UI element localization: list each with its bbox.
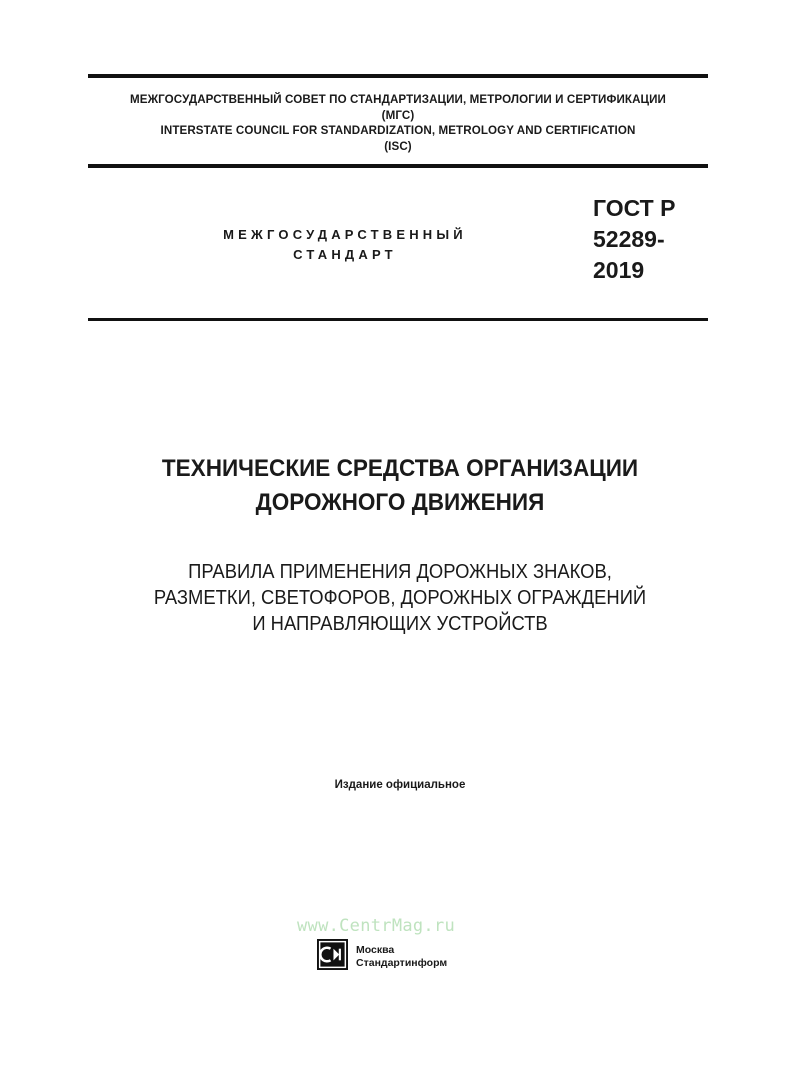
document-subtitle xyxy=(87,559,713,637)
subtitle-line2: РАЗМЕТКИ, СВЕТОФОРОВ, ДОРОЖНЫХ ОГРАЖДЕНИЙ xyxy=(153,587,647,609)
council-ru-name: МЕЖГОСУДАРСТВЕННЫЙ СОВЕТ ПО СТАНДАРТИЗАЦИИ, МЕТРОЛОГИИ И СЕРТИФИКАЦИИ xyxy=(129,93,666,106)
title-line1: ТЕХНИЧЕСКИЕ СРЕДСТВА ОРГАНИЗАЦИИ xyxy=(161,455,639,482)
standard-code-line3: 2019 xyxy=(593,257,645,283)
council-header xyxy=(88,92,708,154)
standard-code xyxy=(593,193,675,286)
standartinform-logo-icon xyxy=(317,939,348,970)
standard-type xyxy=(200,225,490,265)
subtitle-line3: И НАПРАВЛЯЮЩИХ УСТРОЙСТВ xyxy=(252,613,548,635)
council-ru-abbr: (МГС) xyxy=(381,108,415,122)
subtitle-line1: ПРАВИЛА ПРИМЕНЕНИЯ ДОРОЖНЫХ ЗНАКОВ, xyxy=(188,561,612,583)
edition-note: Издание официальное xyxy=(334,779,466,791)
watermark: www.CentrMag.ru xyxy=(297,916,456,936)
standard-type-line2: СТАНДАРТ xyxy=(293,247,397,262)
top-rule xyxy=(88,74,708,78)
title-line2: ДОРОЖНОГО ДВИЖЕНИЯ xyxy=(255,489,545,516)
publisher-city: Москва xyxy=(356,944,395,956)
standard-type-line1: МЕЖГОСУДАРСТВЕННЫЙ xyxy=(223,227,467,242)
publisher xyxy=(356,944,447,970)
council-en-abbr: (ISC) xyxy=(384,139,412,153)
middle-rule xyxy=(88,164,708,168)
standard-code-line2: 52289- xyxy=(593,226,665,252)
publisher-name: Стандартинформ xyxy=(356,957,448,969)
document-title xyxy=(87,452,713,520)
bottom-rule xyxy=(88,318,708,321)
standard-code-line1: ГОСТ Р xyxy=(593,195,676,221)
council-en-name: INTERSTATE COUNCIL FOR STANDARDIZATION, METROLOGY AND CERTIFICATION xyxy=(160,124,636,137)
